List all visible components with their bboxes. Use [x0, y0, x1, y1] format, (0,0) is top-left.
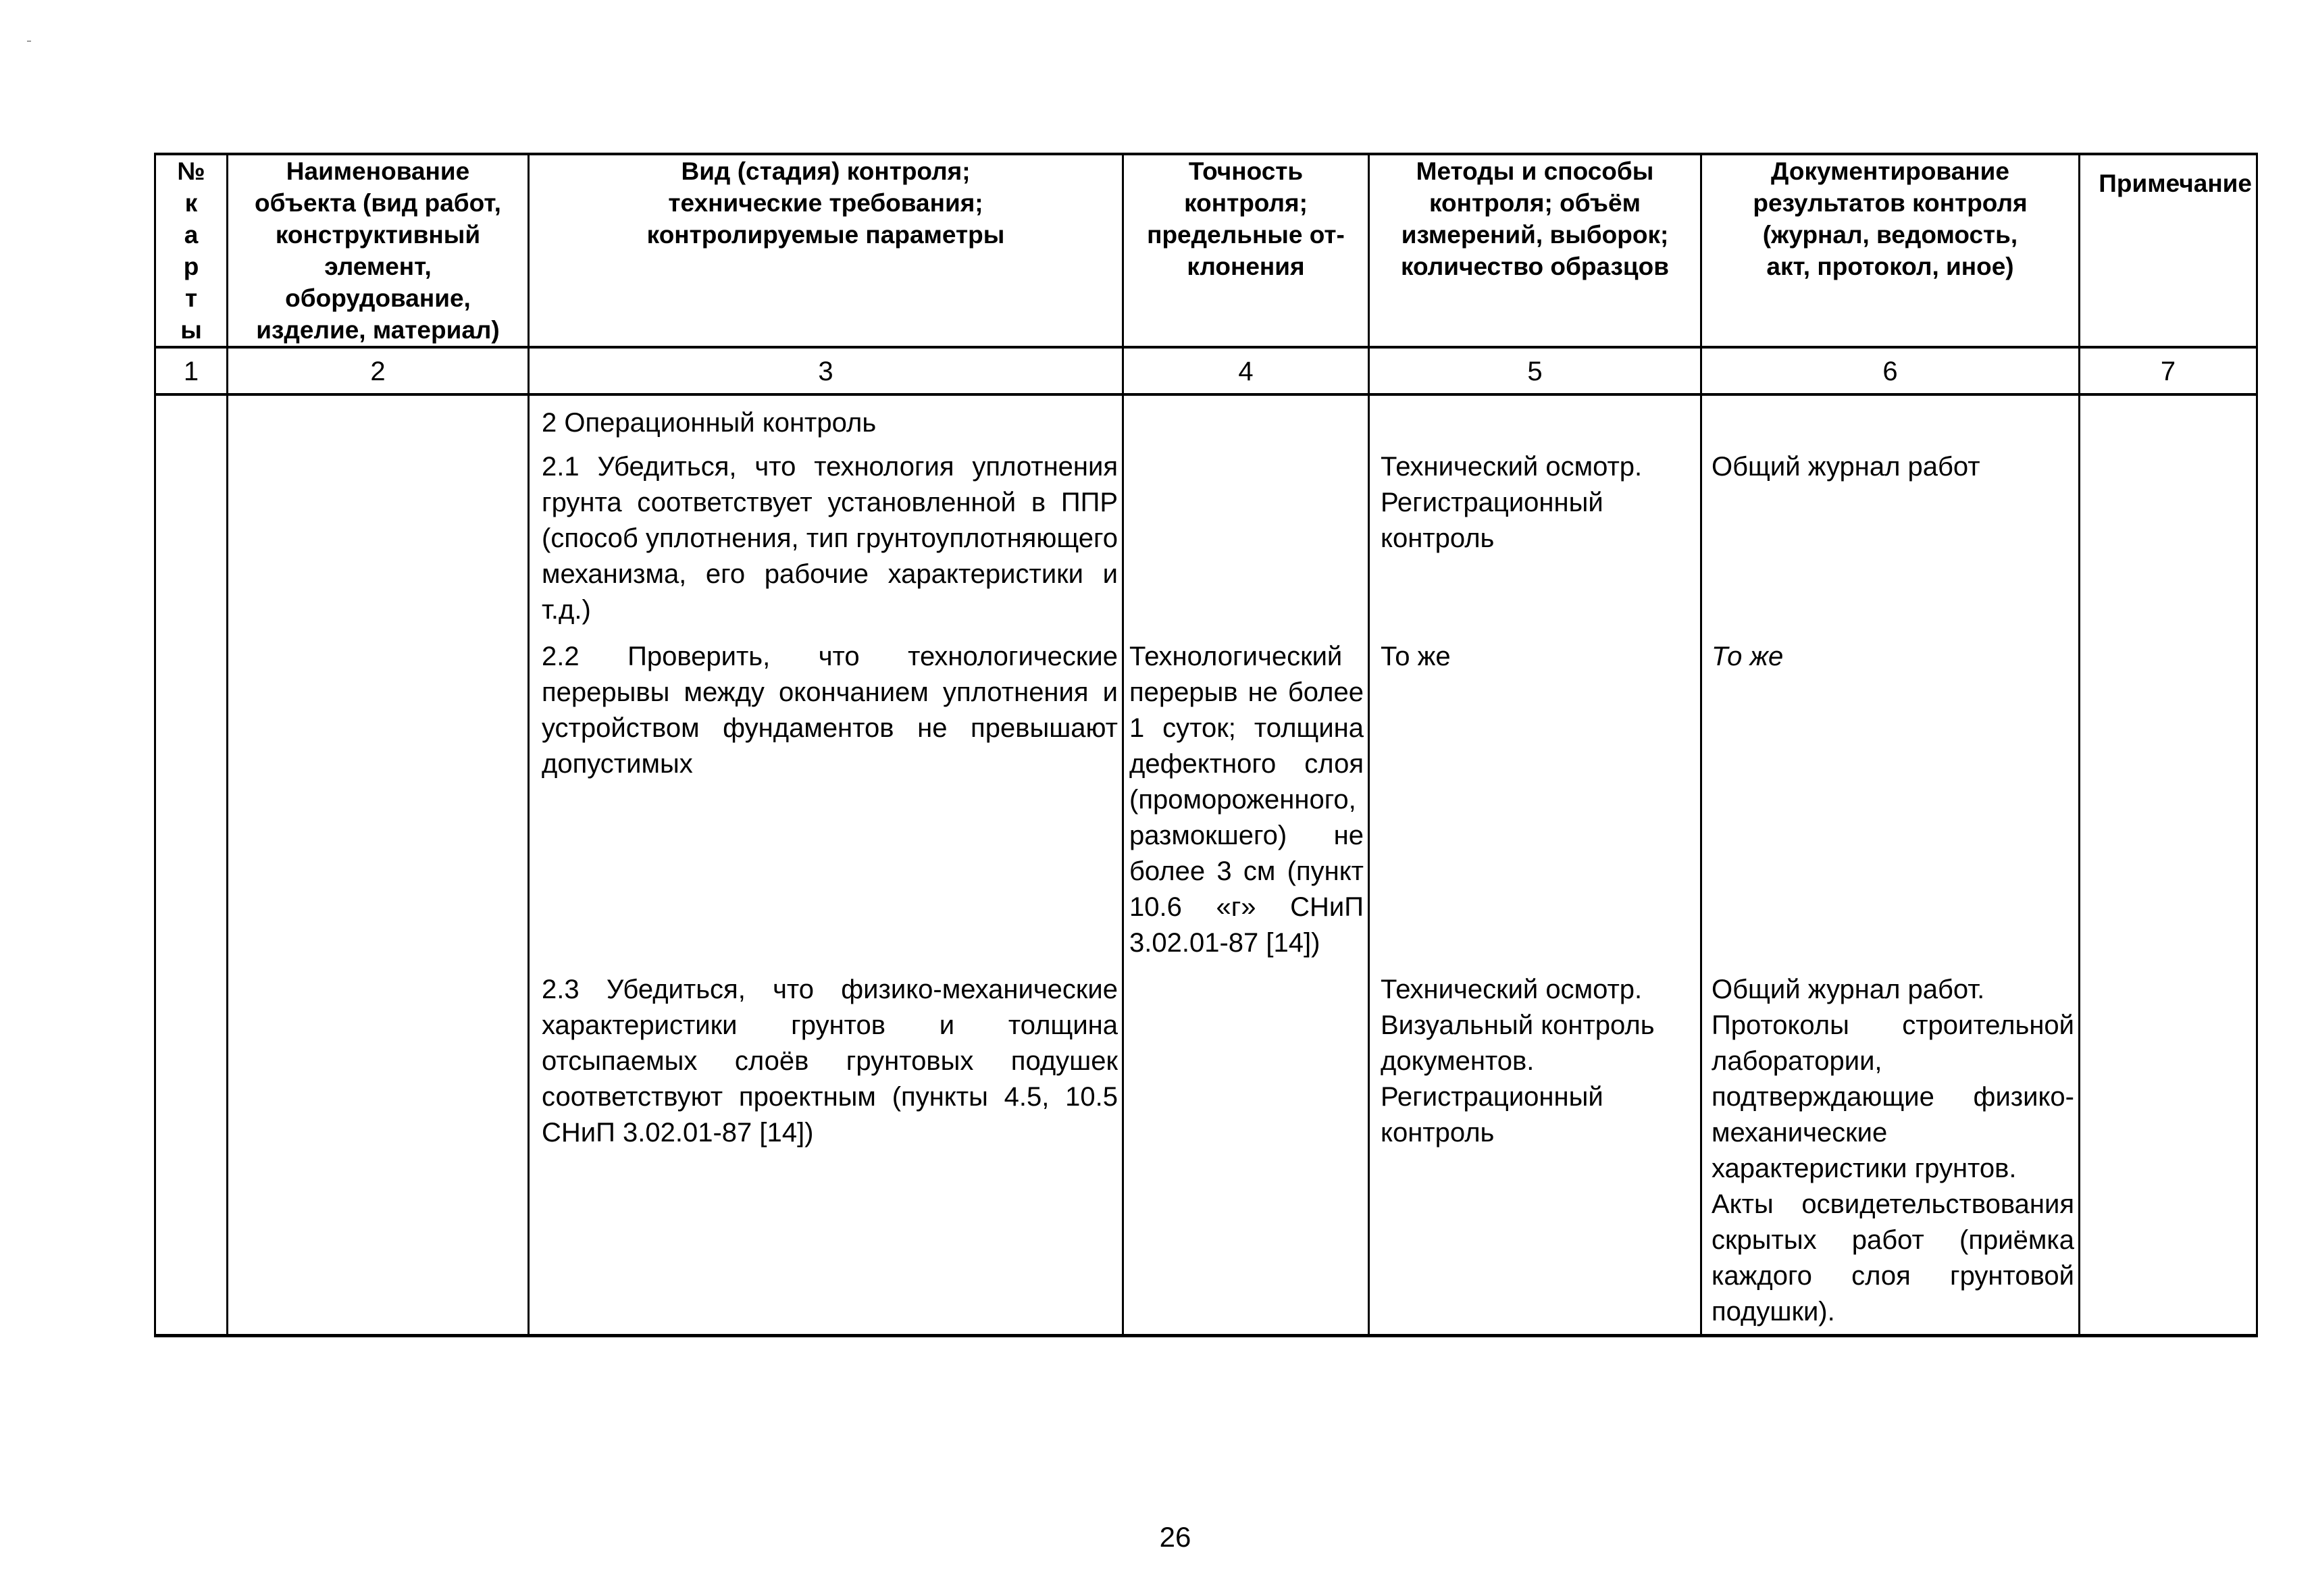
- header-object-name: Наименование объекта (вид работ, конструктивный элемент, оборудование, изделие, материал): [228, 154, 529, 347]
- requirement-cell: 2.2 Проверить, что технологические перерывы между окончанием уплотнения и устройством фундаментов не превышают допустимых: [529, 639, 1123, 972]
- column-number-row: [155, 347, 2257, 394]
- accuracy-cell: [1123, 972, 1369, 1336]
- requirement-cell: 2.3 Убедиться, что физико-механические характеристики грунтов и толщина отсыпаемых слоёв грунтовых подушек соответствуют проектным (пункты 4.5, 10.5 СНиП 3.02.01-87 [14]): [529, 972, 1123, 1336]
- methods-cell: Технический осмотр. Визуальный контроль документов. Регистрационный контроль: [1369, 972, 1701, 1336]
- column-number: 4: [1123, 347, 1369, 394]
- accuracy-cell: Технологический перерыв не более 1 суток; толщина дефектного слоя (промороженного, размокшего) не более 3 см (пункт 10.6 «г» СНиП 3.02.01-87 [14]): [1123, 639, 1369, 972]
- column-number: 3: [529, 347, 1123, 394]
- accuracy-cell: [1123, 446, 1369, 639]
- section-title: 2 Операционный контроль: [529, 394, 1123, 446]
- table-header: [155, 154, 2257, 394]
- column-number: 5: [1369, 347, 1701, 394]
- table-body: [155, 394, 2257, 1336]
- page-number: 26: [1159, 1521, 1191, 1553]
- documenting-cell: Общий журнал работ. Протоколы строительной лаборатории, подтверждающие физико-механические характеристики грунтов. Акты освидетельствования скрытых работ (приёмка каждого слоя грунтовой подушки).: [1701, 972, 2080, 1336]
- column-number: 1: [155, 347, 228, 394]
- column-number: 7: [2080, 347, 2257, 394]
- table-row: [155, 446, 2257, 639]
- notes-cell: [2080, 639, 2257, 972]
- header-accuracy: Точность контроля; предельные от- клонения: [1123, 154, 1369, 347]
- table-row: [155, 639, 2257, 972]
- methods-cell: То же: [1369, 639, 1701, 972]
- notes-cell: [2080, 446, 2257, 639]
- methods-cell: Технический осмотр. Регистрационный контроль: [1369, 446, 1701, 639]
- header-control-kind: Вид (стадия) контроля; технические требования; контролируемые параметры: [529, 154, 1123, 347]
- section-row: [155, 394, 2257, 446]
- table-row: [155, 972, 2257, 1336]
- notes-cell: [2080, 972, 2257, 1336]
- column-number: 2: [228, 347, 529, 394]
- control-table: [154, 153, 2258, 1337]
- documenting-cell: Общий журнал работ: [1701, 446, 2080, 639]
- scan-speck: [27, 41, 31, 42]
- column-number: 6: [1701, 347, 2080, 394]
- requirement-cell: 2.1 Убедиться, что технология уплотнения грунта соответствует установленной в ППР (способ уплотнения, тип грунтоуплотняющего механизма, его рабочие характеристики и т.д.): [529, 446, 1123, 639]
- documenting-cell: То же: [1701, 639, 2080, 972]
- header-documenting: Документирование результатов контроля (журнал, ведомость, акт, протокол, иное): [1701, 154, 2080, 347]
- header-card-number: № к а р т ы: [155, 154, 228, 347]
- header-notes: Примечание: [2080, 154, 2257, 347]
- header-methods: Методы и способы контроля; объём измерений, выборок; количество образцов: [1369, 154, 1701, 347]
